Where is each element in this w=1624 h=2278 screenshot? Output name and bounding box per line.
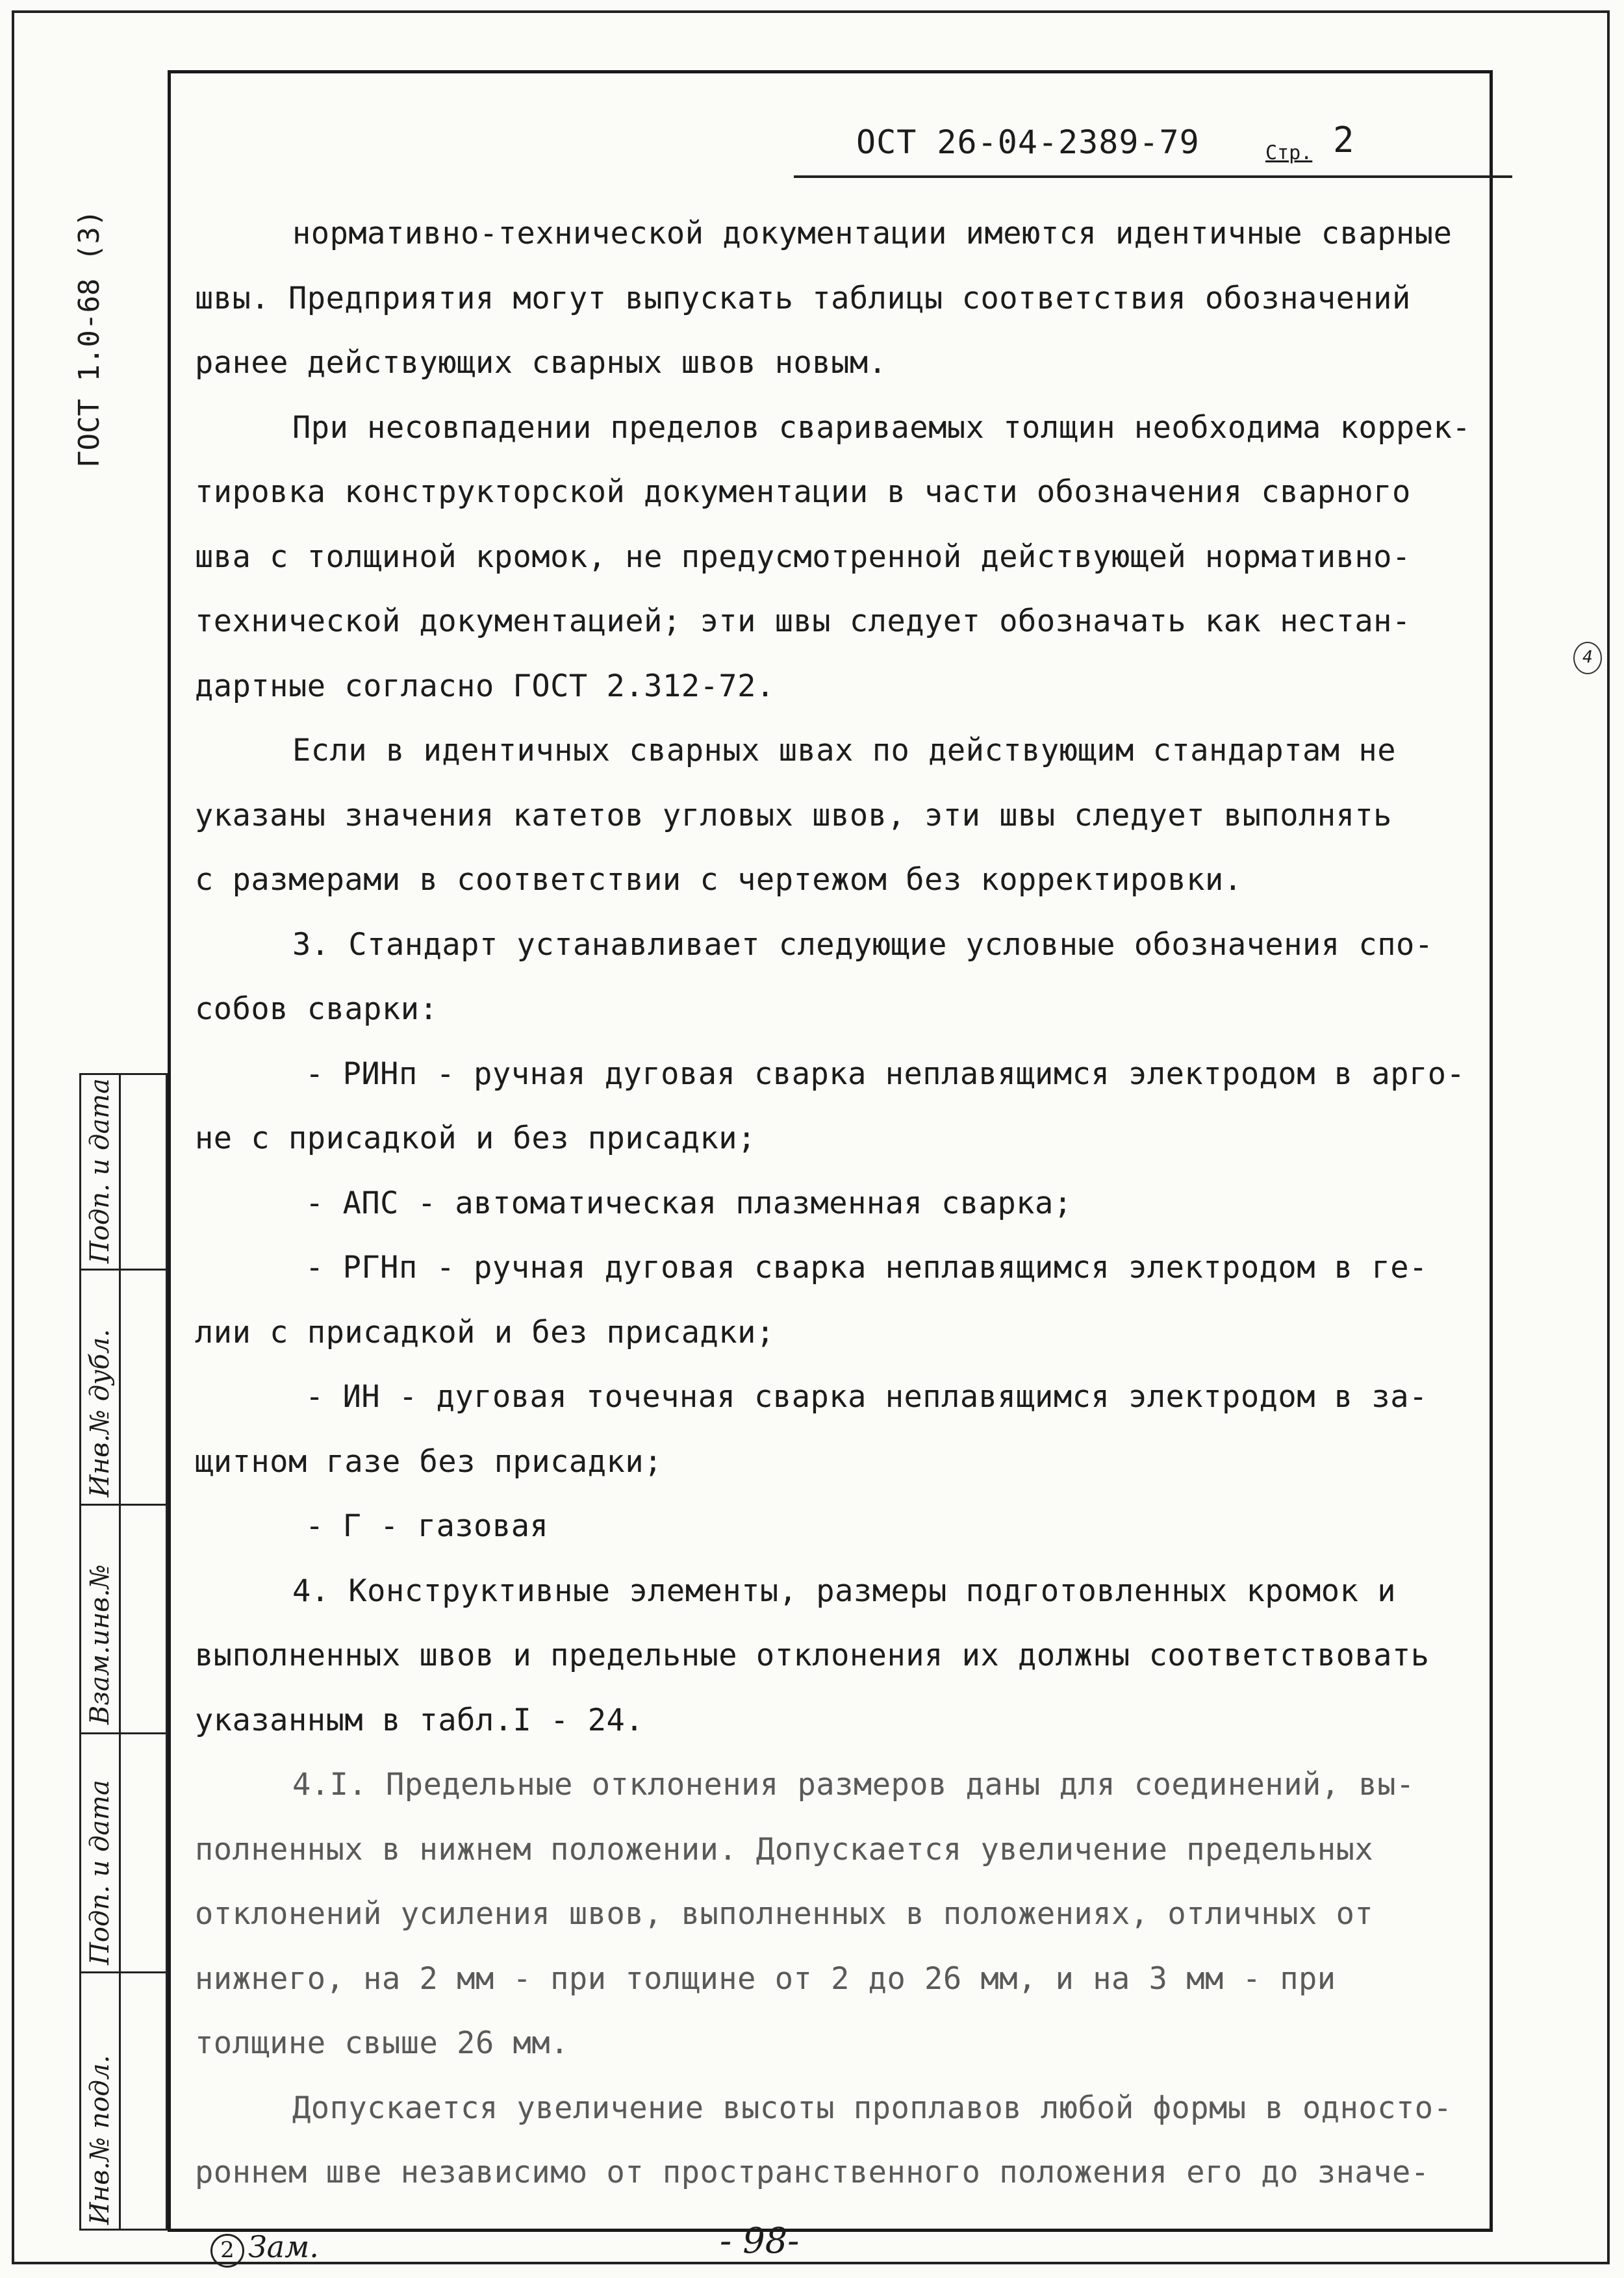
text-line: шва с толщиной кромок, не предусмотренной действующей нормативно-: [195, 538, 1411, 575]
text-line: указаны значения катетов угловых швов, эти швы следует выполнять: [195, 797, 1392, 833]
text-line: отклонений усиления швов, выполненных в положениях, отличных от: [195, 1896, 1374, 1932]
page-footer-number: - 98-: [720, 2220, 800, 2261]
revision-stamp: 4: [1573, 642, 1602, 674]
side-table-divider: [121, 1971, 166, 1973]
text-line: выполненных швов и предельные отклонения их должны соответствовать: [195, 1638, 1430, 1673]
document-code: ОСТ 26-04-2389-79: [856, 123, 1200, 161]
body-text: [195, 201, 1546, 2205]
page-number: 2: [1333, 120, 1354, 160]
text-line: с размерами в соответствии с чертежом без корректировки.: [195, 862, 1243, 898]
text-line: ранее действующих сварных швов новым.: [195, 345, 887, 381]
side-label-podp-data-2: Подп. и дата: [85, 1078, 115, 1263]
text-line: швы. Предприятия могут выпускать таблицы соответствия обозначений: [195, 280, 1411, 316]
change-label: Зам.: [248, 2229, 319, 2264]
text-line: толщине свыше 26 мм.: [195, 2025, 569, 2061]
text-line: нормативно-технической документации имеются идентичные сварные: [292, 216, 1453, 251]
text-line: При несовпадении пределов свариваемых толщин необходима коррек-: [292, 409, 1471, 446]
side-table-divider: [121, 1732, 166, 1734]
text-line: 4. Конструктивные элементы, размеры подготовленных кромок и: [292, 1573, 1396, 1609]
text-line: - АПС - автоматическая плазменная сварка;: [305, 1185, 1072, 1221]
change-note: [210, 2229, 319, 2268]
approval-side-table: [79, 1073, 168, 2231]
text-line: щитном газе без присадки;: [195, 1443, 663, 1480]
text-line: - ИН - дуговая точечная сварка неплавящимся электродом в за-: [305, 1379, 1428, 1415]
side-table-divider: [81, 1732, 119, 1734]
text-line: технической документацией; эти швы следует обозначать как нестан-: [195, 603, 1411, 639]
text-line: лии с присадкой и без присадки;: [195, 1314, 775, 1350]
text-line: - РИНп - ручная дуговая сварка неплавящимся электродом в арго-: [305, 1056, 1465, 1092]
text-line: тировка конструкторской документации в части обозначения сварного: [195, 474, 1411, 510]
side-table-divider: [81, 1504, 119, 1506]
text-line: роннем шве независимо от пространственного положения его до значе-: [195, 2155, 1430, 2190]
text-line: дартные согласно ГОСТ 2.312-72.: [195, 668, 775, 704]
change-number: 2: [210, 2234, 244, 2268]
text-line: указанным в табл.I - 24.: [195, 1702, 644, 1738]
page-label: Стр.: [1265, 142, 1313, 164]
side-table-divider: [121, 1269, 166, 1271]
side-table-value-column: [121, 1075, 166, 2229]
side-table-label-column: [81, 1075, 121, 2229]
text-line: - РГНп - ручная дуговая сварка неплавящимся электродом в ге-: [305, 1250, 1428, 1285]
text-line: собов сварки:: [195, 991, 438, 1027]
side-table-divider: [81, 1269, 119, 1271]
text-line: Допускается увеличение высоты проплавов любой формы в односто-: [292, 2090, 1453, 2126]
text-line: нижнего, на 2 мм - при толщине от 2 до 26 мм, и на 3 мм - при: [195, 1960, 1336, 1997]
text-line: Если в идентичных сварных швах по действующим стандартам не: [292, 733, 1396, 768]
text-line: 3. Стандарт устанавливает следующие условные обозначения спо-: [292, 926, 1434, 963]
header-rule: [794, 175, 1512, 178]
side-table-divider: [81, 1971, 119, 1973]
side-label-inv-podl: Инв.№ подл.: [85, 2055, 115, 2225]
text-line: - Г - газовая: [305, 1508, 549, 1544]
text-line: полненных в нижнем положении. Допускается увеличение предельных: [195, 1831, 1374, 1867]
side-label-vzam-inv: Взам.инв.№: [85, 1564, 115, 1725]
text-line: не с присадкой и без присадки;: [195, 1120, 756, 1156]
gost-side-mark: ГОСТ 1.0-68 (3): [73, 209, 106, 468]
text-line: 4.I. Предельные отклонения размеров даны для соединений, вы-: [292, 1767, 1415, 1803]
side-label-podp-data-1: Подп. и дата: [85, 1780, 115, 1965]
side-table-divider: [121, 1504, 166, 1506]
side-label-inv-dubl: Инв.№ дубл.: [85, 1329, 115, 1497]
